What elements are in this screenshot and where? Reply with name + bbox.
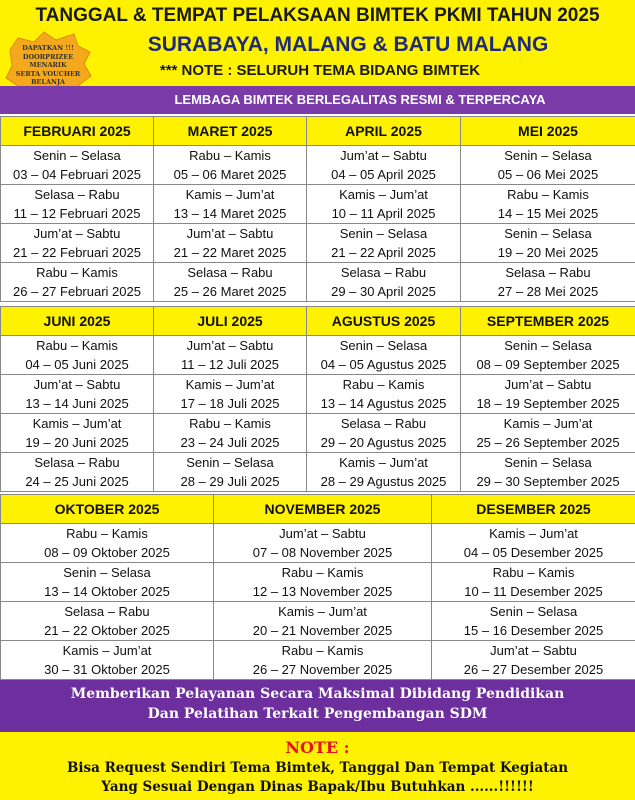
cell-days: Selasa – Rabu <box>34 455 120 470</box>
cell-dates: 19 – 20 Juni 2025 <box>25 435 129 450</box>
schedule-cell <box>214 602 432 641</box>
month-header-row <box>1 307 635 336</box>
cell-dates: 08 – 09 September 2025 <box>476 357 620 372</box>
cell-dates: 21 – 22 Maret 2025 <box>173 245 287 260</box>
month-header: JUNI 2025 <box>1 307 154 336</box>
schedule-cell <box>461 453 635 492</box>
schedule-cell <box>214 524 432 563</box>
badge-line: BELANJA <box>30 78 66 86</box>
cell-days: Kamis – Jum’at <box>185 187 275 202</box>
cell-dates: 28 – 29 Juli 2025 <box>180 474 280 489</box>
schedule-table-jun-sep <box>0 306 635 492</box>
badge-line: DOORPRIZEE <box>22 52 74 61</box>
table-row <box>1 453 635 492</box>
month-header: MARET 2025 <box>154 117 307 146</box>
schedule-cell <box>1 263 154 302</box>
cell-dates: 21 – 22 April 2025 <box>331 245 436 260</box>
schedule-cell <box>461 185 635 224</box>
theme-note: *** NOTE : SELURUH TEMA BIDANG BIMTEK <box>159 62 481 79</box>
cell-days: Rabu – Kamis <box>492 565 575 580</box>
cell-dates: 15 – 16 Desember 2025 <box>463 623 604 638</box>
service-line-1: Memberikan Pelayanan Secara Maksimal Dibidang Pendidikan <box>70 686 565 702</box>
cell-dates: 25 – 26 September 2025 <box>476 435 620 450</box>
cell-days: Selasa – Rabu <box>340 265 427 280</box>
schedule-cell <box>1 375 154 414</box>
cell-days: Jum’at – Sabtu <box>186 226 274 241</box>
cell-days: Senin – Selasa <box>504 338 592 353</box>
cell-days: Senin – Selasa <box>504 148 592 163</box>
cell-dates: 26 – 27 Desember 2025 <box>463 662 604 677</box>
schedule-cell <box>307 263 461 302</box>
cell-dates: 04 – 05 Desember 2025 <box>463 545 604 560</box>
cell-days: Rabu – Kamis <box>507 187 589 202</box>
schedule-cell <box>307 375 461 414</box>
table-row <box>1 185 635 224</box>
cell-days: Senin – Selasa <box>63 565 151 580</box>
schedule-cell <box>1 414 154 453</box>
cell-days: Senin – Selasa <box>33 148 121 163</box>
badge-line: DAPATKAN !!! <box>22 44 74 52</box>
cell-days: Senin – Selasa <box>339 226 428 241</box>
cell-dates: 21 – 22 Oktober 2025 <box>44 623 170 638</box>
cell-days: Jum’at – Sabtu <box>33 226 121 241</box>
schedule-cell <box>307 185 461 224</box>
schedule-cell <box>432 524 635 563</box>
schedule-cell <box>1 146 154 185</box>
cell-days: Selasa – Rabu <box>340 416 427 431</box>
schedule-cell <box>1 563 214 602</box>
badge-line: MENARIK <box>29 61 67 69</box>
schedule-cell <box>432 563 635 602</box>
cell-days: Jum’at – Sabtu <box>33 377 121 392</box>
request-line-1: Bisa Request Sendiri Tema Bimtek, Tanggal Dan Tempat Kegiatan <box>66 760 569 776</box>
schedule-cell <box>461 414 635 453</box>
month-header: OKTOBER 2025 <box>1 495 214 524</box>
cell-dates: 20 – 21 November 2025 <box>252 623 393 638</box>
cell-days: Selasa – Rabu <box>505 265 591 280</box>
month-header-row <box>1 117 635 146</box>
schedule-cell <box>1 602 214 641</box>
cell-dates: 23 – 24 Juli 2025 <box>180 435 280 450</box>
cell-dates: 14 – 15 Mei 2025 <box>497 206 599 221</box>
schedule-cell <box>154 336 307 375</box>
request-line-2: Yang Sesuai Dengan Dinas Bapak/Ibu Butuhkan ......!!!!!! <box>101 779 534 795</box>
cell-dates: 30 – 31 Oktober 2025 <box>44 662 170 677</box>
cell-days: Senin – Selasa <box>504 455 592 470</box>
month-header-row <box>1 495 635 524</box>
schedule-cell <box>461 375 635 414</box>
cell-days: Rabu – Kamis <box>189 416 271 431</box>
schedule-cell <box>214 641 432 680</box>
month-header: APRIL 2025 <box>307 117 461 146</box>
cell-dates: 13 – 14 Oktober 2025 <box>44 584 170 599</box>
cell-days: Kamis – Jum’at <box>185 377 275 392</box>
table-row <box>1 375 635 414</box>
cell-days: Kamis – Jum’at <box>339 455 428 470</box>
schedule-cell <box>154 375 307 414</box>
cell-dates: 19 – 20 Mei 2025 <box>497 245 599 260</box>
note-label: NOTE : <box>285 738 350 757</box>
cell-dates: 13 – 14 Maret 2025 <box>173 206 287 221</box>
cell-dates: 13 – 14 Agustus 2025 <box>320 396 447 411</box>
cell-days: Kamis – Jum’at <box>278 604 367 619</box>
cell-days: Kamis – Jum’at <box>62 643 152 658</box>
month-header: FEBRUARI 2025 <box>1 117 154 146</box>
table-row <box>1 263 635 302</box>
schedule-cell <box>154 263 307 302</box>
cell-days: Senin – Selasa <box>504 226 592 241</box>
schedule-cell <box>214 563 432 602</box>
month-header: DESEMBER 2025 <box>432 495 635 524</box>
cell-days: Rabu – Kamis <box>342 377 425 392</box>
table-row <box>1 336 635 375</box>
cell-dates: 10 – 11 April 2025 <box>331 206 436 221</box>
month-header: NOVEMBER 2025 <box>214 495 432 524</box>
month-header: JULI 2025 <box>154 307 307 336</box>
cell-dates: 24 – 25 Juni 2025 <box>25 474 129 489</box>
table-row <box>1 414 635 453</box>
cell-days: Jum’at – Sabtu <box>340 148 427 163</box>
page-title: TANGGAL & TEMPAT PELAKSAAN BIMTEK PKMI TAHUN 2025 <box>35 5 600 26</box>
cell-dates: 17 – 18 Juli 2025 <box>180 396 280 411</box>
schedule-cell <box>461 146 635 185</box>
cell-days: Jum’at – Sabtu <box>186 338 274 353</box>
cell-days: Senin – Selasa <box>339 338 428 353</box>
cell-dates: 04 – 05 April 2025 <box>331 167 436 182</box>
cell-dates: 12 – 13 November 2025 <box>252 584 393 599</box>
cell-dates: 27 – 28 Mei 2025 <box>497 284 599 299</box>
cell-dates: 11 – 12 Februari 2025 <box>13 206 141 221</box>
schedule-cell <box>432 641 635 680</box>
schedule-cell <box>154 185 307 224</box>
table-row <box>1 224 635 263</box>
schedule-cell <box>461 263 635 302</box>
cell-dates: 26 – 27 Februari 2025 <box>13 284 141 299</box>
cell-dates: 05 – 06 Mei 2025 <box>497 167 599 182</box>
cell-days: Selasa – Rabu <box>64 604 150 619</box>
table-row <box>1 524 635 563</box>
cell-days: Kamis – Jum’at <box>503 416 593 431</box>
badge-text <box>14 44 82 87</box>
cell-dates: 11 – 12 Juli 2025 <box>180 357 280 372</box>
schedule-table-oct-dec <box>0 494 635 680</box>
schedule-cell <box>307 224 461 263</box>
cell-dates: 29 – 30 April 2025 <box>331 284 436 299</box>
schedule-cell <box>1 453 154 492</box>
cell-dates: 04 – 05 Agustus 2025 <box>320 357 447 372</box>
table-row <box>1 146 635 185</box>
cell-days: Selasa – Rabu <box>34 187 120 202</box>
cell-dates: 29 – 20 Agustus 2025 <box>320 435 447 450</box>
cell-days: Rabu – Kamis <box>189 148 271 163</box>
schedule-cell <box>307 414 461 453</box>
schedule-cell <box>154 146 307 185</box>
schedule-cell <box>1 336 154 375</box>
cell-dates: 28 – 29 Agustus 2025 <box>320 474 447 489</box>
cell-dates: 13 – 14 Juni 2025 <box>25 396 129 411</box>
cell-days: Jum’at – Sabtu <box>490 643 577 658</box>
schedule-cell <box>1 224 154 263</box>
cell-dates: 18 – 19 September 2025 <box>476 396 620 411</box>
cell-days: Senin – Selasa <box>186 455 274 470</box>
header-banner <box>0 0 635 86</box>
schedule-cell <box>154 224 307 263</box>
table-row <box>1 602 635 641</box>
schedule-cell <box>307 146 461 185</box>
service-banner <box>0 680 635 732</box>
schedule-cell <box>154 414 307 453</box>
cell-days: Kamis – Jum’at <box>32 416 122 431</box>
cell-dates: 08 – 09 Oktober 2025 <box>44 545 170 560</box>
cell-dates: 04 – 05 Juni 2025 <box>25 357 129 372</box>
cell-days: Rabu – Kamis <box>36 338 118 353</box>
schedule-cell <box>432 602 635 641</box>
cell-days: Kamis – Jum’at <box>489 526 578 541</box>
schedule-cell <box>1 524 214 563</box>
cell-days: Jum’at – Sabtu <box>504 377 592 392</box>
cell-days: Jum’at – Sabtu <box>279 526 366 541</box>
service-line-2: Dan Pelatihan Terkait Pengembangan SDM <box>147 706 488 722</box>
table-row <box>1 641 635 680</box>
schedule-cell <box>1 185 154 224</box>
badge-line: SERTA VOUCHER <box>15 69 81 78</box>
month-header: SEPTEMBER 2025 <box>461 307 635 336</box>
schedule-cell <box>1 641 214 680</box>
cell-days: Rabu – Kamis <box>66 526 148 541</box>
legal-band <box>0 86 635 114</box>
month-header: MEI 2025 <box>461 117 635 146</box>
request-note-panel <box>0 732 635 800</box>
locations-subtitle: SURABAYA, MALANG & BATU MALANG <box>147 33 549 56</box>
cell-dates: 25 – 26 Maret 2025 <box>173 284 287 299</box>
cell-days: Rabu – Kamis <box>281 565 364 580</box>
legal-band-text: LEMBAGA BIMTEK BERLEGALITAS RESMI & TERPERCAYA <box>174 92 546 107</box>
cell-dates: 07 – 08 November 2025 <box>252 545 393 560</box>
cell-dates: 03 – 04 Februari 2025 <box>13 167 141 182</box>
cell-dates: 05 – 06 Maret 2025 <box>173 167 287 182</box>
cell-days: Kamis – Jum’at <box>339 187 428 202</box>
schedule-cell <box>307 336 461 375</box>
cell-dates: 10 – 11 Desember 2025 <box>464 584 603 599</box>
cell-days: Rabu – Kamis <box>36 265 118 280</box>
cell-dates: 21 – 22 Februari 2025 <box>13 245 141 260</box>
cell-days: Selasa – Rabu <box>187 265 273 280</box>
schedule-cell <box>307 453 461 492</box>
table-row <box>1 563 635 602</box>
cell-days: Senin – Selasa <box>489 604 578 619</box>
cell-days: Rabu – Kamis <box>281 643 364 658</box>
schedule-cell <box>461 224 635 263</box>
cell-dates: 26 – 27 November 2025 <box>252 662 393 677</box>
schedule-cell <box>461 336 635 375</box>
schedule-cell <box>154 453 307 492</box>
month-header: AGUSTUS 2025 <box>307 307 461 336</box>
cell-dates: 29 – 30 September 2025 <box>476 474 620 489</box>
schedule-table-feb-may <box>0 116 635 302</box>
